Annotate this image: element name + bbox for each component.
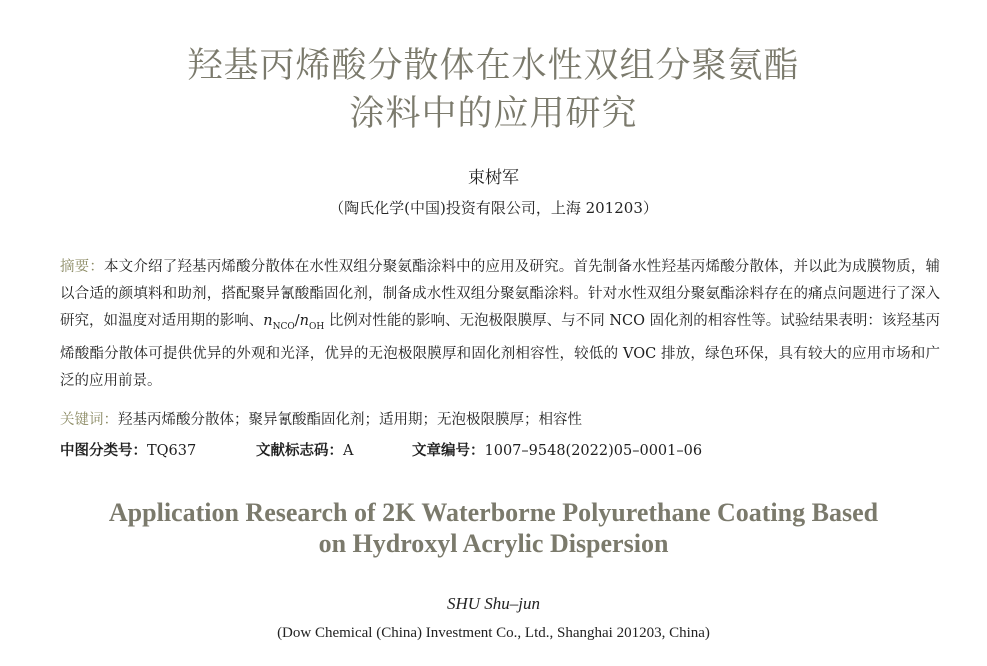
- chinese-title-line-2: 涂料中的应用研究: [349, 94, 638, 134]
- keywords-text: 羟基丙烯酸分散体；聚异氰酸酯固化剂；适用期；无泡极限膜厚；相容性: [118, 412, 582, 428]
- clc-label: 中图分类号：: [60, 443, 147, 459]
- clc-value: TQ637: [147, 443, 197, 459]
- chinese-affiliation: （陶氏化学(中国)投资有限公司，上海 201203）: [329, 199, 658, 217]
- keywords-label: 关键词：: [60, 412, 118, 428]
- article-number-value: 1007–9548(2022)05–0001–06: [484, 443, 703, 459]
- english-title-line-1: Application Research of 2K Waterborne Polyurethane Coating Based: [108, 498, 879, 527]
- chinese-abstract: [60, 254, 940, 395]
- formula-n-oh: n: [299, 313, 309, 329]
- abstract-text-part-2: 比例对性能的影响、无泡极限膜厚、与不同 NCO 固化剂的相容性等。试验结果表明：该羟基丙烯酸酯分散体可提供优异的外观和光泽，优异的无泡极限膜厚和固化剂相容性，较低的 VOC 排放，绿色环保，具有较大的应用市场和广泛的应用前景。: [60, 313, 940, 389]
- document-code-label: 文献标志码：: [256, 443, 343, 459]
- chinese-title-line-1: 羟基丙烯酸分散体在水性双组分聚氨酯: [187, 46, 800, 86]
- english-title-line-2: on Hydroxyl Acrylic Dispersion: [318, 529, 669, 558]
- keywords: [60, 408, 940, 432]
- abstract-text-part-1: 本文介绍了羟基丙烯酸分散体在水性双组分聚氨酯涂料中的应用及研究。首先制备水性羟基丙烯酸分散体，并以此为成膜物质，辅以合适的颜填料和助剂，搭配聚异氰酸酯固化剂，制备成水性双组分聚氨酯涂料。针对水性双组分聚氨酯涂料存在的痛点问题进行了深入研究，如温度对适用期的影响、: [60, 259, 941, 329]
- formula-ratio: [263, 313, 325, 332]
- abstract-label: 摘要：: [60, 259, 105, 275]
- formula-slash: /: [294, 313, 300, 329]
- chinese-author: 束树军: [468, 168, 519, 188]
- document-code-value: A: [343, 443, 354, 459]
- article-number-label: 文章编号：: [412, 443, 485, 459]
- document-code: [256, 439, 353, 463]
- english-title: [0, 497, 987, 559]
- formula-sub-nco: NCO: [272, 321, 295, 332]
- english-affiliation: (Dow Chemical (China) Investment Co., Ltd., Shanghai 201203, China): [277, 625, 710, 641]
- formula-sub-oh: OH: [308, 321, 325, 332]
- clc-number: [60, 439, 196, 463]
- english-author: SHU Shu–jun: [446, 594, 541, 613]
- chinese-title: [0, 42, 987, 138]
- article-number: [412, 439, 702, 463]
- formula-n-nco: n: [263, 313, 273, 329]
